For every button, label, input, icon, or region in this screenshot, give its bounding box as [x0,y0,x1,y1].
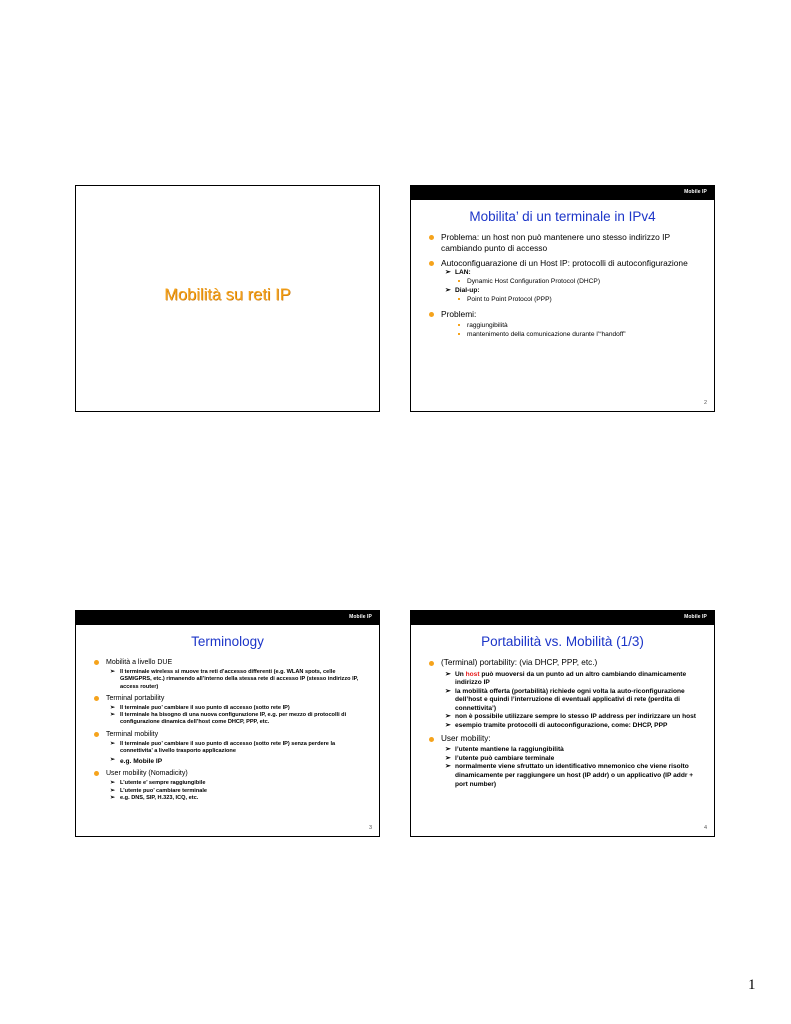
bullet: Problema: un host non può mantenere uno stesso indirizzo IP cambiando punto di accesso [411,232,714,254]
slide-3-body [76,658,379,805]
sub-bullet: ➢ esempio tramite protocolli di autoconfigurazione, come: DHCP, PPP [445,722,668,730]
arrow-bullet-icon: ➢ [445,763,451,771]
arrow-bullet-icon: ➢ [110,669,116,675]
square-bullet-icon [458,324,460,326]
bullet-dot-icon [429,235,434,240]
header-label: Mobile IP [684,189,707,195]
sub-bullet: ➢ l’utente mantiene la raggiungibilità [445,746,564,754]
sub-bullet: ➢ non è possibile utilizzare sempre lo stesso IP address per indirizzare un host [445,713,696,721]
slide-4-title: Portabilità vs. Mobilità (1/3) [481,634,644,649]
sub-bullet: ➢ Un host può muoversi da un punto ad un altro cambiando dinamicamente indirizzo IP [445,670,687,687]
bullet: Mobilità a livello DUE [76,658,379,667]
arrow-bullet-icon: ➢ [110,794,116,801]
slide-2 [410,185,715,412]
header-label: Mobile IP [684,614,707,620]
bullet: Problemi: [411,309,714,320]
sub-sub-bullet: Dynamic Host Configuration Protocol (DHCP) [411,277,714,286]
slide-4 [410,610,715,837]
slide-header-bar [411,611,714,625]
slide-2-body [411,232,714,344]
slide-4-body [411,658,714,792]
bullet: Autoconfiguarazione di un Host IP: protocolli di autoconfigurazione [411,258,714,269]
square-bullet-icon [458,298,460,300]
bullet: User mobility: [411,734,714,745]
slide-3 [75,610,380,837]
sub-bullet: ➢ la mobilità offerta (portabilità) richiede ogni volta la auto-riconfigurazione dell’host e quindi l’interruzione di eventuali applicativi di rete (perdita di connettivita’) [445,687,685,712]
bullet: User mobility (Nomadicity) [76,769,379,778]
arrow-bullet-icon: ➢ [445,713,451,721]
square-bullet-icon [458,280,460,282]
bullet-dot-icon [429,661,434,666]
sub-bullet: ➢ normalmente viene sfruttato un identificativo mnemonico che viene risolto dinamicamente per raggiungere un host (IP addr) o un applicativo (IP addr + port number) [445,763,694,788]
arrow-bullet-icon: ➢ [445,687,451,695]
slide-2-title: Mobilita’ di un terminale in IPv4 [469,209,656,224]
sub-bullet: ➢ L’utente e’ sempre raggiungibile [110,780,206,787]
bullet-dot-icon [94,771,99,776]
sub-bullet: ➢ l’utente può cambiare terminale [445,754,555,762]
highlight-host: host [465,670,480,678]
arrow-bullet-icon: ➢ [110,712,116,719]
bullet: (Terminal) portability: (via DHCP, PPP, etc.) [411,658,714,669]
sub-sub-bullet: mantenimento della comunicazione durante l’“handoff” [411,330,714,339]
bullet-dot-icon [94,732,99,737]
bullet-dot-icon [94,660,99,665]
sub-bullet: ➢ e.g. Mobile IP [110,757,163,766]
square-bullet-icon [458,333,460,335]
arrow-bullet-icon: ➢ [110,740,116,747]
sub-bullet: ➢ LAN: [445,268,471,277]
sub-bullet: ➢ Il terminale wireless si muove tra reti d’accesso differenti (e.g. WLAN spots, celle GSM/GPRS, etc.) rimanendo all’interno della stessa rete di accesso IP (stesso indirizzo IP, access router) [110,669,359,690]
bullet-dot-icon [429,312,434,317]
sub-bullet: ➢ e.g. DNS, SIP, H.323, ICQ, etc. [110,794,199,801]
arrow-bullet-icon: ➢ [445,670,451,678]
arrow-bullet-icon: ➢ [445,746,451,754]
sub-bullet: ➢ Il terminale ha bisogno di una nuova configurazione IP, e.g. per mezzo di protocolli di configurazione dinamica dell’host come DHCP, PPP, etc. [110,712,347,726]
sub-bullet: ➢ L’utente puo’ cambiare terminale [110,787,208,794]
slide-header-bar [76,611,379,625]
bullet: Terminal portability [76,694,379,703]
arrow-bullet-icon: ➢ [445,286,451,294]
arrow-bullet-icon: ➢ [110,787,116,794]
arrow-bullet-icon: ➢ [445,722,451,730]
bullet-dot-icon [429,737,434,742]
slide-1-title: Mobilità su reti IP [164,286,291,304]
slide-1 [75,185,380,412]
sub-bullet: ➢ Dial-up: [445,286,480,295]
sub-sub-bullet: raggiungibilità [411,321,714,330]
arrow-bullet-icon: ➢ [110,780,116,787]
arrow-bullet-icon: ➢ [445,268,451,276]
sub-bullet: ➢ Il terminale puo’ cambiare il suo punto di accesso (sotto rete IP) [110,704,290,711]
sub-sub-bullet: Point to Point Protocol (PPP) [411,295,714,304]
bullet-dot-icon [429,261,434,266]
sub-bullet: ➢ Il terminale puo’ cambiare il suo punto di accesso (sotto rete IP) senza perdere la connettivita’ a livello trasporto applicazione [110,740,336,755]
slide-number: 4 [703,825,707,831]
bullet: Terminal mobility [76,730,379,739]
arrow-bullet-icon: ➢ [445,754,451,762]
page-number: 1 [748,977,756,993]
header-label: Mobile IP [349,614,372,620]
slide-number: 2 [703,400,707,406]
arrow-bullet-icon: ➢ [110,704,116,711]
arrow-bullet-icon: ➢ [110,757,116,764]
bullet-dot-icon [94,696,99,701]
slide-3-title: Terminology [191,634,264,649]
slide-number: 3 [368,825,372,831]
slide-header-bar [411,186,714,200]
